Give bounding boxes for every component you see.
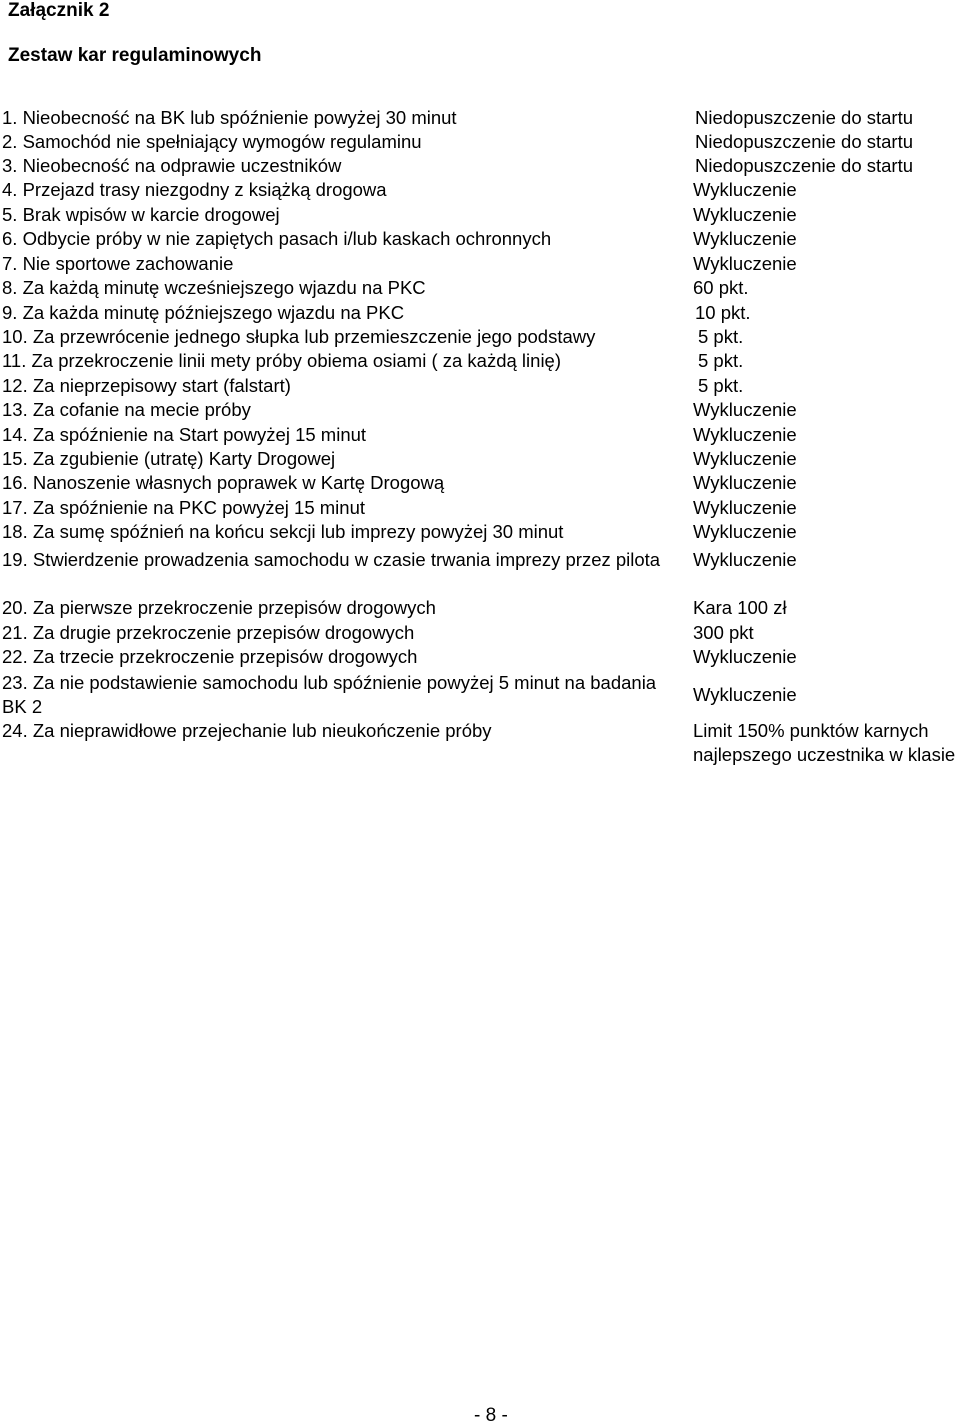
rule-penalty: Niedopuszczenie do startu <box>695 155 914 176</box>
document-title: Zestaw kar regulaminowych <box>8 45 262 66</box>
rule-description: 3. Nieobecność na odprawie uczestników <box>2 155 342 176</box>
rule-penalty: Wykluczenie <box>693 448 797 469</box>
rule-penalty: Wykluczenie <box>693 204 797 225</box>
rule-description: 18. Za sumę spóźnień na końcu sekcji lub imprezy powyżej 30 minut <box>2 521 564 542</box>
rule-penalty: Kara 100 zł <box>693 597 787 618</box>
rule-description: 6. Odbycie próby w nie zapiętych pasach i/lub kaskach ochronnych <box>2 228 552 249</box>
rule-penalty: Limit 150% punktów karnych najlepszego uczestnika w klasie <box>693 720 956 765</box>
rule-description: 9. Za każda minutę późniejszego wjazdu na PKC <box>2 302 405 323</box>
rule-description: 21. Za drugie przekroczenie przepisów drogowych <box>2 622 415 643</box>
rule-description: 5. Brak wpisów w karcie drogowej <box>2 204 280 225</box>
rule-penalty: Wykluczenie <box>693 424 797 445</box>
rule-description: 1. Nieobecność na BK lub spóźnienie powyżej 30 minut <box>2 107 457 128</box>
rule-description: 11. Za przekroczenie linii mety próby obiema osiami ( za każdą linię) <box>2 350 562 371</box>
rule-description: 10. Za przewrócenie jednego słupka lub przemieszczenie jego podstawy <box>2 326 596 347</box>
rule-penalty: Wykluczenie <box>693 684 797 705</box>
rule-description: 16. Nanoszenie własnych poprawek w Kartę Drogową <box>2 472 445 493</box>
rule-penalty: Wykluczenie <box>693 521 797 542</box>
rule-penalty: Wykluczenie <box>693 646 797 667</box>
rule-penalty: Wykluczenie <box>693 549 797 570</box>
rule-description: 23. Za nie podstawienie samochodu lub spóźnienie powyżej 5 minut na badania BK 2 <box>2 672 657 717</box>
rule-penalty: Wykluczenie <box>693 472 797 493</box>
rule-penalty: Wykluczenie <box>693 253 797 274</box>
rule-penalty: Wykluczenie <box>693 497 797 518</box>
rule-description: 4. Przejazd trasy niezgodny z książką drogowa <box>2 179 387 200</box>
page-number: - 8 - <box>474 1405 508 1426</box>
rule-description: 12. Za nieprzepisowy start (falstart) <box>2 375 291 396</box>
rule-penalty: 10 pkt. <box>695 302 751 323</box>
rule-description: 14. Za spóźnienie na Start powyżej 15 minut <box>2 424 367 445</box>
rule-description: 20. Za pierwsze przekroczenie przepisów drogowych <box>2 597 436 618</box>
rule-description: 24. Za nieprawidłowe przejechanie lub nieukończenie próby <box>2 720 492 741</box>
rule-description: 7. Nie sportowe zachowanie <box>2 253 234 274</box>
rule-description: 8. Za każdą minutę wcześniejszego wjazdu na PKC <box>2 277 426 298</box>
rule-penalty: 300 pkt <box>693 622 754 643</box>
rule-description: 22. Za trzecie przekroczenie przepisów drogowych <box>2 646 418 667</box>
rule-description: 19. Stwierdzenie prowadzenia samochodu w czasie trwania imprezy przez pilota <box>2 549 661 570</box>
rule-penalty: Wykluczenie <box>693 399 797 420</box>
rule-description: 13. Za cofanie na mecie próby <box>2 399 251 420</box>
rule-penalty: 5 pkt. <box>698 326 744 347</box>
rule-penalty: Wykluczenie <box>693 228 797 249</box>
rule-description: 17. Za spóźnienie na PKC powyżej 15 minut <box>2 497 366 518</box>
rule-penalty: Niedopuszczenie do startu <box>695 107 914 128</box>
rule-penalty: 60 pkt. <box>693 277 749 298</box>
rule-penalty: 5 pkt. <box>698 375 744 396</box>
rule-description: 15. Za zgubienie (utratę) Karty Drogowej <box>2 448 336 469</box>
attachment-label: Załącznik 2 <box>8 0 110 21</box>
rule-penalty: Niedopuszczenie do startu <box>695 131 914 152</box>
rule-description: 2. Samochód nie spełniający wymogów regulaminu <box>2 131 422 152</box>
rule-penalty: Wykluczenie <box>693 179 797 200</box>
rule-penalty: 5 pkt. <box>698 350 744 371</box>
